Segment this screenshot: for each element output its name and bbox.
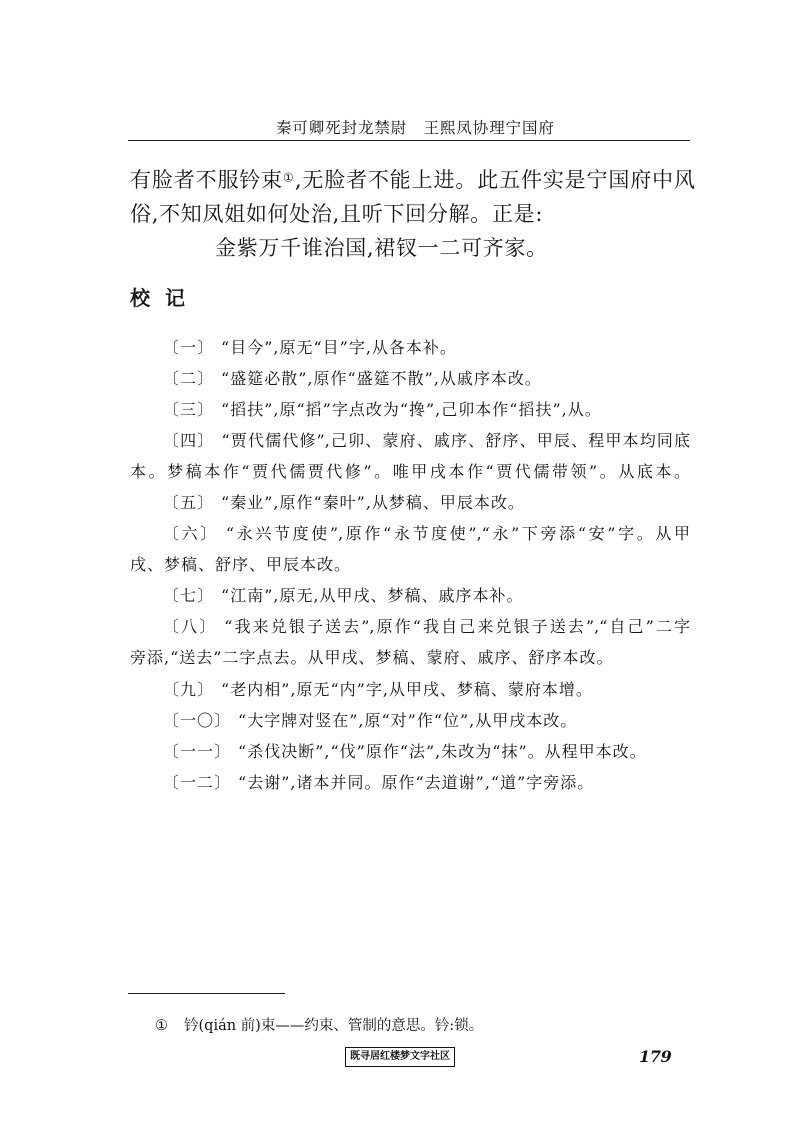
note-text: “去谢”,诸本并同。原作“去道谢”,“道”字旁添。 [238, 772, 595, 792]
page-number: 179 [639, 1047, 672, 1066]
note-continuation-line: 本。梦稿本作“贾代儒贾代修”。唯甲戌本作“贾代儒带领”。从底本。 [130, 461, 690, 481]
note-text: “贾代儒代修”,己卯、蒙府、戚序、舒序、甲辰、程甲本均同底 [221, 430, 690, 450]
collation-notes [130, 332, 690, 798]
note-text: “我来兑银子送去”,原作“我自己来兑银子送去”,“自己”二字 [224, 617, 690, 637]
note-entry [130, 611, 690, 673]
note-number: 〔三〕 [163, 399, 215, 419]
note-number: 〔八〕 [163, 617, 218, 637]
note-entry [130, 425, 690, 487]
note-line [130, 705, 690, 736]
note-text: “老内相”,原无“内”字,从甲戌、梦稿、蒙府本增。 [221, 679, 593, 699]
note-number: 〔一〕 [163, 337, 215, 357]
main-text [130, 163, 695, 265]
note-line [130, 332, 690, 363]
note-line [130, 363, 690, 394]
note-text: “搯扶”,原“搯”字点改为“搀”,己卯本作“搯扶”,从。 [221, 399, 602, 419]
note-entry [130, 736, 690, 767]
note-entry [130, 580, 690, 611]
footnote-text: 钤(qián 前)束——约束、管制的意思。钤:锁。 [184, 1018, 484, 1034]
body-line: 俗,不知凤姐如何处治,且听下回分解。正是: [130, 202, 544, 226]
note-text: “永兴节度使”,原作“永节度使”,“永”下旁添“安”字。从甲 [225, 524, 690, 544]
note-line [130, 767, 690, 798]
note-text: “盛筵必散”,原作“盛筵不散”,从戚序本改。 [221, 368, 542, 388]
note-entry [130, 394, 690, 425]
note-text: “大字牌对竖在”,原“对”作“位”,从甲戌本改。 [238, 710, 578, 730]
note-number: 〔一〇〕 [163, 710, 232, 730]
note-number: 〔五〕 [163, 492, 215, 512]
note-number: 〔七〕 [163, 586, 215, 606]
note-number: 〔一一〕 [163, 741, 232, 761]
running-head: 秦可卿死封龙禁尉 王熙凤协理宁国府 [276, 119, 555, 137]
note-entry [130, 767, 690, 798]
note-number: 〔四〕 [163, 430, 215, 450]
note-text: “杀伐决断”,“伐”原作“法”,朱改为“抹”。从程甲本改。 [238, 741, 647, 761]
note-text: “秦业”,原作“秦叶”,从梦稿、甲辰本改。 [221, 492, 525, 512]
couplet-line: 金紫万千谁治国,裙钗一二可齐家。 [215, 236, 548, 260]
note-number: 〔九〕 [163, 679, 215, 699]
note-entry [130, 518, 690, 580]
note-continuation-line: 戌、梦稿、舒序、甲辰本改。 [130, 555, 352, 575]
note-line [130, 487, 690, 518]
footnote-reference: ① [283, 170, 295, 185]
note-entry [130, 674, 690, 705]
note-line [130, 736, 690, 767]
note-text: “目今”,原无“目”字,从各本补。 [221, 337, 457, 357]
note-line [130, 580, 690, 611]
header-rule [128, 140, 690, 141]
body-text-segment: 有脸者不服钤束 [130, 168, 284, 192]
note-number: 〔一二〕 [163, 772, 232, 792]
note-entry [130, 487, 690, 518]
note-continuation-line: 旁添,“送去”二字点去。从甲戌、梦稿、蒙府、戚序、舒序本改。 [130, 648, 614, 668]
note-line [130, 611, 690, 642]
body-text-segment: ,无脸者不能上进。此五件实是宁国府中风 [294, 168, 695, 192]
watermark-stamp: 既寻居红楼梦文字社区 [345, 1047, 455, 1067]
note-entry [130, 363, 690, 394]
note-entry [130, 332, 690, 363]
note-number: 〔二〕 [163, 368, 215, 388]
note-number: 〔六〕 [163, 524, 219, 544]
note-line [130, 425, 690, 456]
notes-heading: 校 记 [130, 286, 185, 310]
note-line [130, 394, 690, 425]
footnote-rule [128, 993, 285, 994]
body-line [130, 163, 695, 197]
note-entry [130, 705, 690, 736]
footnote [155, 1016, 483, 1036]
footnote-marker: ① [155, 1018, 168, 1034]
note-line [130, 518, 690, 549]
note-text: “江南”,原无,从甲戌、梦稿、戚序本补。 [221, 586, 524, 606]
note-line [130, 674, 690, 705]
